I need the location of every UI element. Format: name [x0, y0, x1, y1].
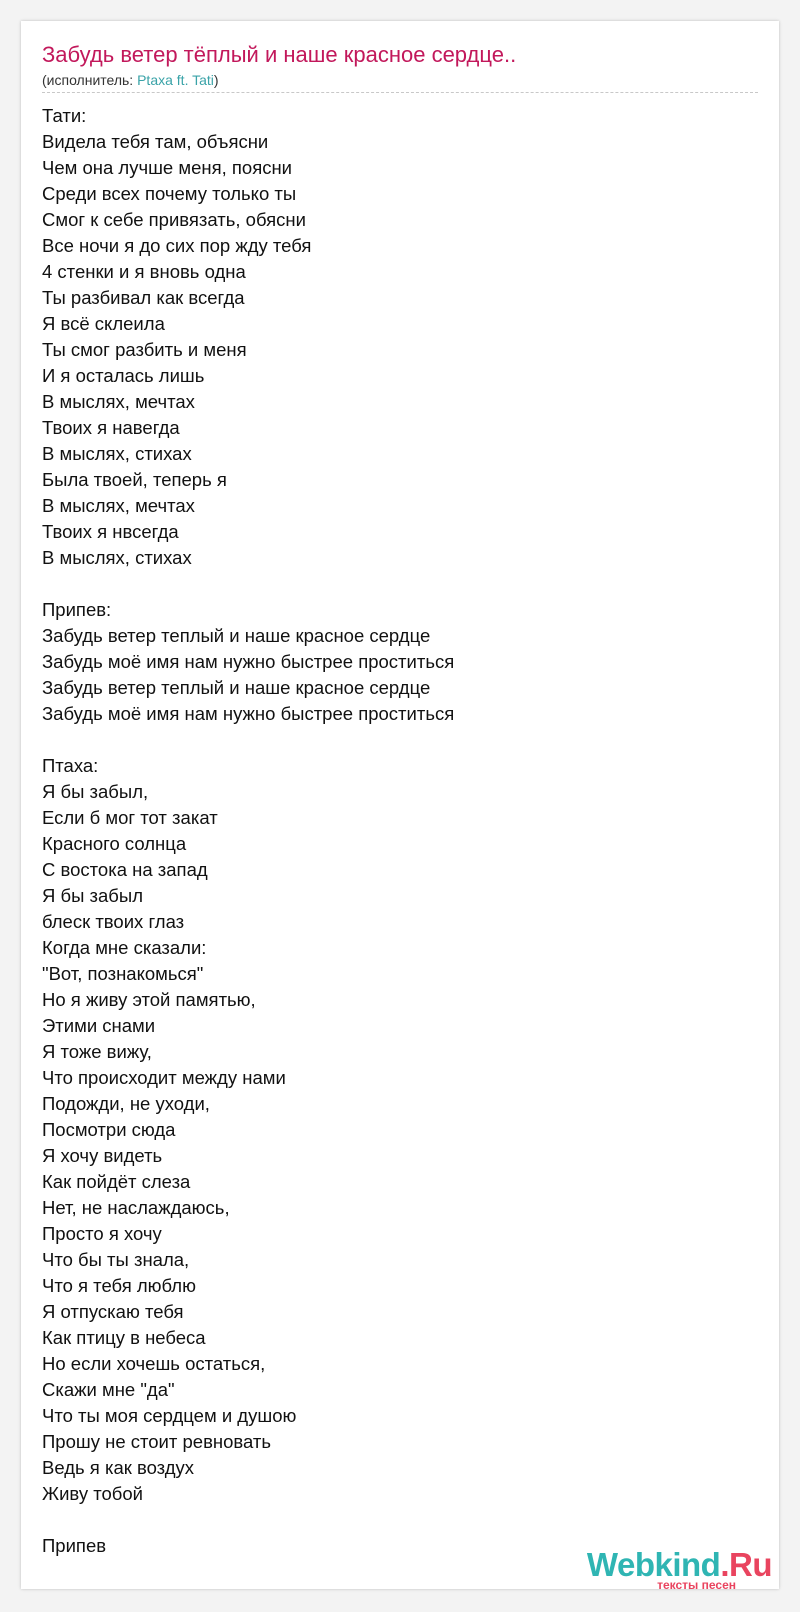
lyric-line: Скажи мне "да" [42, 1379, 175, 1400]
lyric-line: Я хочу видеть [42, 1145, 163, 1166]
artist-line [42, 72, 219, 88]
lyric-line: Что я тебя люблю [42, 1275, 196, 1296]
lyrics-text [42, 103, 742, 1559]
lyric-line: 4 стенки и я вновь одна [42, 261, 246, 282]
lyric-line: Как пойдёт слеза [42, 1171, 191, 1192]
lyric-line: Но если хочешь остаться, [42, 1353, 266, 1374]
lyric-line: Чем она лучше меня, поясни [42, 157, 293, 178]
lyric-line: Я бы забыл, [42, 781, 149, 802]
logo-tagline: тексты песен [657, 1578, 736, 1592]
lyric-line: Я всё склеила [42, 313, 165, 334]
lyric-line: Когда мне сказали: [42, 937, 207, 958]
artist-suffix: ) [213, 72, 219, 88]
lyric-line: Забудь моё имя нам нужно быстрее проститься [42, 703, 455, 724]
lyric-line: Видела тебя там, объясни [42, 131, 269, 152]
lyric-line: Посмотри сюда [42, 1119, 176, 1140]
lyric-line: Прошу не стоит ревновать [42, 1431, 272, 1452]
lyric-line: Тати: [42, 105, 87, 126]
lyric-line: Среди всех почему только ты [42, 183, 297, 204]
lyric-line: Была твоей, теперь я [42, 469, 227, 490]
divider [42, 92, 758, 93]
lyric-line: Забудь ветер теплый и наше красное сердце [42, 677, 431, 698]
lyric-line: Подожди, не уходи, [42, 1093, 210, 1114]
lyric-line: Твоих я навегда [42, 417, 180, 438]
lyric-line: Красного солнца [42, 833, 187, 854]
lyric-line: блеск твоих глаз [42, 911, 185, 932]
lyric-line: Ведь я как воздух [42, 1457, 195, 1478]
artist-prefix: (исполнитель: [42, 72, 138, 88]
lyric-line: Нет, не наслаждаюсь, [42, 1197, 230, 1218]
lyric-line: Ты разбивал как всегда [42, 287, 245, 308]
lyric-line: Припев [42, 1535, 107, 1556]
lyric-line: Этими снами [42, 1015, 156, 1036]
lyric-line [42, 571, 742, 597]
lyric-line: Я бы забыл [42, 885, 143, 906]
lyric-line: Все ночи я до сих пор жду тебя [42, 235, 312, 256]
lyric-line: Что происходит между нами [42, 1067, 286, 1088]
logo-wordmark [587, 1548, 772, 1582]
logo-main-text: Webkind [586, 1546, 721, 1583]
lyric-line: В мыслях, стихах [42, 443, 192, 464]
lyric-line: Птаха: [42, 755, 99, 776]
lyric-line: Забудь моё имя нам нужно быстрее проститься [42, 651, 455, 672]
lyric-line: Что бы ты знала, [42, 1249, 190, 1270]
lyric-line: Что ты моя сердцем и душою [42, 1405, 297, 1426]
lyric-line: В мыслях, мечтах [42, 495, 195, 516]
lyric-line: Я тоже вижу, [42, 1041, 152, 1062]
lyric-line: И я осталась лишь [42, 365, 205, 386]
lyric-line: Но я живу этой памятью, [42, 989, 256, 1010]
lyric-line: Я отпускаю тебя [42, 1301, 184, 1322]
lyric-line: Припев: [42, 599, 112, 620]
lyric-line: В мыслях, мечтах [42, 391, 195, 412]
lyric-line: В мыслях, стихах [42, 547, 192, 568]
lyric-line: "Вот, познакомься" [42, 963, 204, 984]
logo-suffix: .Ru [720, 1546, 772, 1583]
lyric-line: С востока на запад [42, 859, 208, 880]
page-title: Забудь ветер тёплый и наше красное сердце.. [42, 42, 517, 67]
webkind-logo[interactable] [586, 1546, 772, 1592]
lyric-line: Забудь ветер теплый и наше красное сердце [42, 625, 431, 646]
lyric-line: Смог к себе привязать, обясни [42, 209, 306, 230]
lyric-line [42, 727, 742, 753]
lyric-line: Твоих я нвсегда [42, 521, 179, 542]
lyric-line: Как птицу в небеса [42, 1327, 206, 1348]
lyric-line: Если б мог тот закат [42, 807, 218, 828]
artist-link[interactable]: Ptaxa ft. Tati [137, 72, 214, 88]
lyric-line: Ты смог разбить и меня [42, 339, 247, 360]
lyric-line [42, 1507, 742, 1533]
lyric-line: Просто я хочу [42, 1223, 162, 1244]
lyric-line: Живу тобой [42, 1483, 144, 1504]
